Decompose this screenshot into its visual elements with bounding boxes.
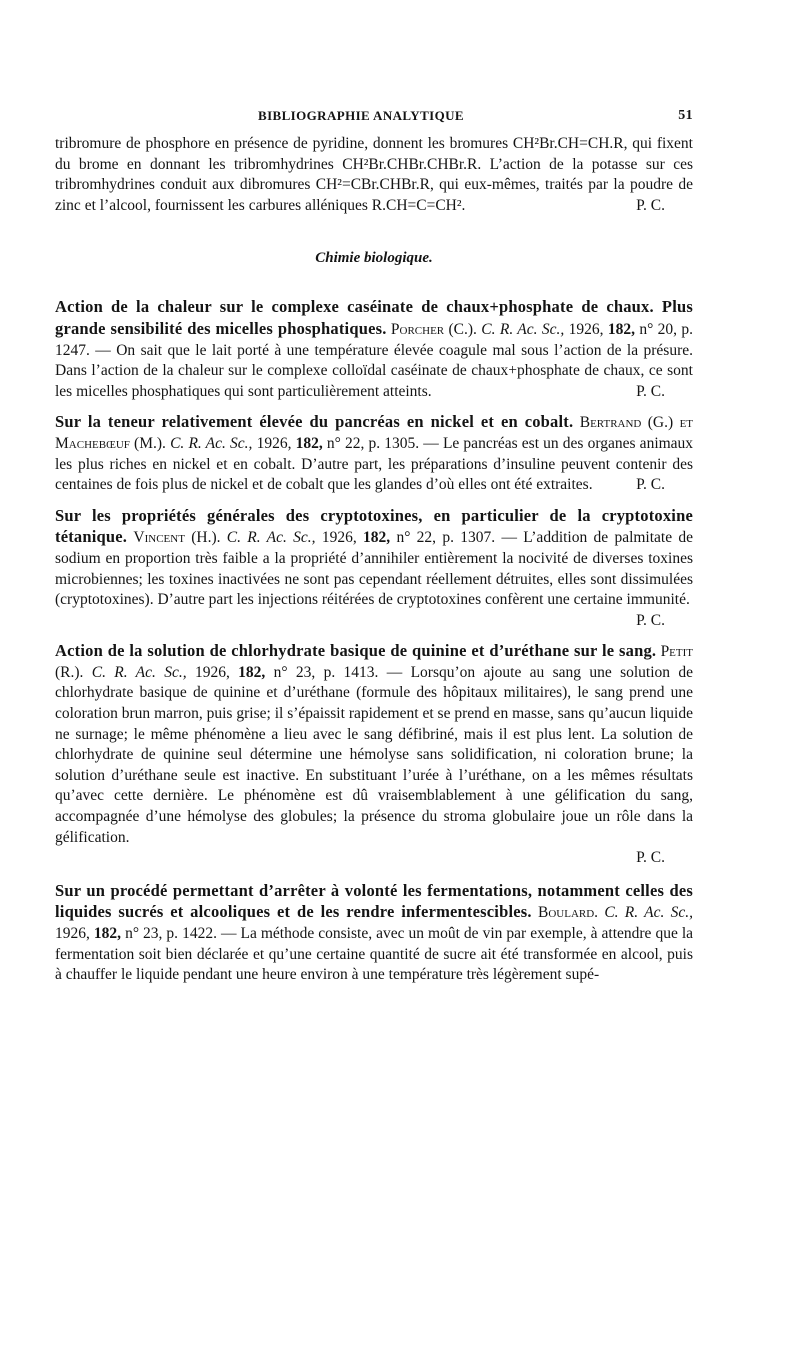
entry-body: — La méthode consiste, avec un moût de vin par exemple, à attendre que la fermentation soit bien déclarée et qu’une certaine quantité de sucre ait été transformée en alcool, puis à chauffer le liquide pendant une heure environ à une température très légèrement supé- (55, 925, 694, 984)
entry-title: Action de la solution de chlorhydrate basique de quinine et d’uréthane sur le sang. (55, 641, 657, 661)
entry-year: 1926, (256, 434, 292, 452)
entry-volume: 182, (93, 925, 122, 942)
entry-title: Sur les propriétés générales des cryptotoxines, en particulier de la cryptotoxine tétanique. (55, 505, 693, 547)
entry-author: Vincent (H.). (133, 529, 221, 547)
entry-volume: 182, (295, 434, 323, 452)
entry-journal: C. R. Ac. Sc., (170, 434, 253, 452)
entry-author: Boulard. (538, 904, 599, 922)
entry-signature: P. C. (636, 476, 665, 494)
entry-journal: C. R. Ac. Sc., (91, 663, 187, 681)
intro-paragraph (55, 134, 693, 216)
entry-issue: n° 23, p. 1413. (273, 663, 379, 681)
abstract-entry (55, 881, 693, 986)
running-head-title: BIBLIOGRAPHIE ANALYTIQUE (258, 108, 464, 123)
page-number: 51 (678, 108, 693, 123)
entry-author: Bertrand (G.) et Machebœuf (M.). (55, 414, 694, 452)
entry-issue: n° 20, p. 1247. (55, 320, 693, 359)
entry-year: 1926, (194, 663, 230, 681)
intro-signature: P. C. (636, 196, 665, 214)
entry-journal: C. R. Ac. Sc., (226, 529, 316, 547)
entry-signature: P. C. (636, 849, 665, 867)
entry-author: Petit (R.). (55, 643, 694, 681)
entry-author: Porcher (C.). (390, 320, 477, 338)
journal-page (55, 108, 693, 996)
entry-issue: n° 22, p. 1305. (326, 434, 420, 452)
entry-volume: 182, (607, 320, 635, 338)
abstract-entry (55, 297, 693, 402)
entry-journal: C. R. Ac. Sc., (481, 320, 565, 338)
entry-volume: 182, (238, 663, 266, 681)
entry-body: — L’addition de palmitate de sodium en proportion très faible a la propriété d’annihiler entièrement la nocivité de diverses toxines microbiennes; les toxines inactivées ne sont pas cependant réellement détruites, elles sont dissimulées (cryptotoxines). D’autre part les injections réitérées de cryptotoxines confèrent une certaine immunité. (55, 529, 694, 609)
entry-title: Sur un procédé permettant d’arrêter à volonté les fermentations, notamment celles des liquides sucrés et alcooliques et de les rendre infermentescibles. (55, 880, 693, 922)
entry-body: — Le pancréas est un des organes animaux les plus riches en nickel et en cobalt. D’autre part, les préparations d’insuline peuvent contenir des centaines de fois plus de nickel et de cobalt que les glandes d’où elles ont été extraites. (55, 434, 694, 494)
entry-title: Action de la chaleur sur le complexe caséinate de chaux+phosphate de chaux. Plus grande sensibilité des micelles phosphatiques. (55, 297, 693, 338)
abstract-entry (55, 641, 693, 869)
entry-journal: C. R. Ac. Sc., (604, 904, 694, 922)
entry-body: — Lorsqu’on ajoute au sang une solution de chlorhydrate basique de quinine et d’uréthane (formule des hôpitaux militaires), le sang prend une coloration brun marron, puis grise; il s’épaissit rapidement et se prend en masse, sans qu’aucun liquide ne surnage; le même phénomène a lieu avec le sang défibriné, mais il est plus lent. La solution de chlorhydrate de quinine seul détermine une hémolyse sans solidification, ni coloration brune; la solution d’uréthane seule est inactive. En substituant l’urée à l’uréthane, on a les mêmes résultats qu’avec cette dernière. Le phénomène est dû vraisemblablement à une gélification du sang, accompagnée d’une hémolyse des globules; la présence du stroma globulaire joue un rôle dans la gélification. (55, 663, 693, 846)
abstract-entry (55, 506, 693, 632)
entry-title: Sur la teneur relativement élevée du pancréas en nickel et en cobalt. (55, 412, 574, 432)
entry-signature: P. C. (636, 382, 665, 400)
entry-issue: n° 22, p. 1307. (396, 529, 496, 547)
abstract-entry (55, 412, 693, 495)
entry-issue: n° 23, p. 1422. (125, 925, 217, 942)
entry-year: 1926, (55, 925, 90, 942)
entry-signature: P. C. (636, 611, 665, 629)
entry-body: — On sait que le lait porté à une température élevée coagule mal sous l’action de la présure. Dans l’action de la chaleur sur le complexe colloïdal caséinate de chaux+phosphate de chaux, ce sont les micelles phosphatiques qui sont particulièrement atteints. (55, 341, 693, 400)
entry-year: 1926, (568, 320, 604, 338)
running-head (55, 108, 693, 130)
section-title: Chimie biologique. (315, 250, 433, 267)
entry-volume: 182, (363, 529, 391, 547)
intro-text: tribromure de phosphore en présence de pyridine, donnent les bromures CH²Br.CH=CH.R, qui fixent du brome en donnant les tribromhydrines CH²Br.CHBr.CHBr.R. L’action de la potasse sur ces tribromhydrines conduit aux dibromures CH²=CBr.CHBr.R, qui eux-mêmes, traités par la poudre de zinc et l’alcool, fournissent les carbures alléniques R.CH=C=CH². (55, 135, 693, 214)
entry-year: 1926, (321, 529, 357, 547)
